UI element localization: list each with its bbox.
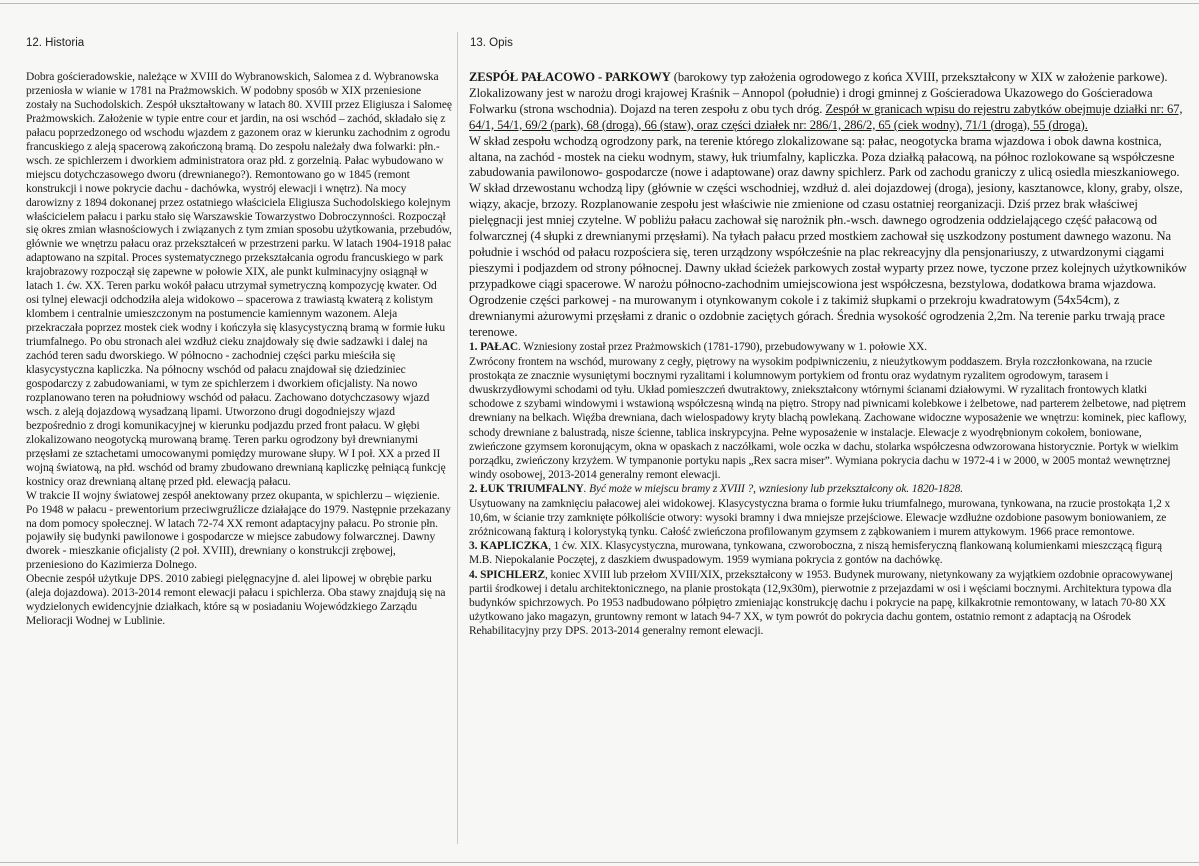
item-palace: 1. PAŁAC. Wzniesiony został przez Prażmowskich (1781-1790), przebudowywany w 1. połowie XX.: [469, 341, 928, 354]
history-paragraph-3: Obecnie zespół użytkuje DPS. 2010 zabiegi pielęgnacyjne d. alei lipowej w obrębie parku (aleja dojazdowa). 2013-2014 remont elewacji pałacu i spichlerza. Oba stawy znajdują się na wydzielonych ewidencyjnie działkach, które są w posiadaniu Wojewódzkiego Zarządu Melioracji Wodnej w Lublinie.: [26, 573, 446, 628]
intro-text: (barokowy typ założenia ogrodowego z końca XVIII, przekształcony w XIX w założenie parkowe). Zlokalizowany jest w narożu drogi krajowej Kraśnik – Annopol (południe) i drogi gminnej z Gościeradowa Ukazowego do Gościeradowa Folwarku (strona wschodnia). Dojazd na teren zespołu z obu tych dróg.: [469, 70, 1168, 116]
history-paragraph-2: W trakcie II wojny światowej zespół anektowany przez okupanta, w spichlerzu – więzienie. Po 1948 w pałacu - prewentorium przeciwgruźlicze działające do 1979. Następnie przekazany na dom pomocy społecznej. W latach 72-74 XX remont adaptacyjny pałacu. Po stronie płn. pojawiły się budynki pawilonowe i gospodarcze w miejsce zabudowy folwarcznej. Dawny dworek - mieszkanie oficjalisty (2 poł. XVIII), drewniany o konstrukcji zrębowej, przeniesiono do Kazimierza Dolnego.: [26, 489, 451, 572]
history-text: [26, 71, 452, 629]
item-chapel-name: KAPLICZKA: [480, 540, 549, 553]
description-text: [469, 70, 1187, 639]
item-granary-name: SPICHLERZ: [480, 568, 546, 581]
description-column: [464, 0, 1190, 866]
description-header: 13. Opis: [470, 37, 513, 49]
complex-title: ZESPÓŁ PAŁACOWO - PARKOWY: [469, 70, 671, 84]
history-paragraph-1: Dobra gościeradowskie, należące w XVIII do Wybranowskich, Salomea z d. Wybranowska przeniosła w wianie w 1781 na Prażmowskich. W podobny sposób w XIX przeniesione zostały na Suchodolskich. Zespół ukształtowany w latach 80. XVIII przez Eligiusza i Salomeę Prażmowskich. Założenie w typie entre cour et jardin, na osi wschód – zachód, składało się z pałacu poprzedzonego od wschodu wjazdem z gazonem oraz w kierunku zachodnim z ogrodu francuskiego z aleją spacerową zakończoną bramą. Do zespołu należały dwa folwarki: płn.-wsch. ze spichlerzem i dworkiem administratora oraz płd. z gorzelnią. Pałac wybudowano w miejscu dotychczasowego dworu (drewnianego?). Remontowano go w 1845 (remont konstrukcji i nowe pokrycie dachu - dachówka, wystrój elewacji i wnętrz). Na mocy darowizny z 1894 dokonanej przez ostatniego właściciela Eligiusza Suchodolskiego kolejnym właścicielem pałacu i parku stało się Warszawskie Towarzystwo Dobroczynności. Rozpoczął się okres zmian własnościowych i związanych z tym zmian sposobu użytkowania, przebudów, głównie we wnętrzu pałacu oraz przekształceń w przestrzeni parku. W latach 1904-1918 pałac adaptowano na szpital. Proces systematycznego przekształcania ogrodu francuskiego w park krajobrazowy rozpoczął się zapewne w połowie XIX, ale punkt kulminacyjny osiągnął w latach 1. ćw. XX. Teren parku wokół pałacu utrzymał symetryczną kompozycję kwater. Od osi tylnej elewacji odchodziła aleja widokowo – spacerowa z trawiastą kwaterą z kolistym klombem i centralnie umieszczonym na postumencie kamiennym wazonem. Aleja przekraczała poprzez mostek ciek wodny i kończyła się klasycystyczną bramą w formie łuku triumfalnego. Po obu stronach alei wzdłuż cieku znajdowały się dwie sadzawki i dalej na zachód teren sadu dworskiego. W północno - zachodniej części parku mieściła się klasycystyczna kapliczka. Na północny wschód od pałacu znajdował się dziedziniec gospodarczy z zabudowaniami, w tym ze spichlerzem i dworkiem oficjalisty. Na nowo rozplanowano teren na południowy wschód od pałacu. Zachowano dotychczasowy wjazd wsch. z aleją dojazdową wysadzaną lipami. Utworzono drugi dogodniejszy wjazd bezpośrednio z drogi komunikacyjnej w kierunku podjazdu przed front pałacu. W głębi zlokalizowano neogotycką murowaną bramę. Teren parku ogrodzony był drewnianymi przęsłami ze sztachetami umocowanymi pomiędzy murowane słupy. W I poł. XX a przed II wojną światową, na płd. wschód od bramy zbudowano drewnianą kapliczkę pełniącą funkcję kostnicy oraz drewnianą altanę przed płd. elewacją pałacu.: [26, 71, 452, 488]
history-column: [20, 0, 454, 866]
history-header: 12. Historia: [26, 37, 85, 49]
intro-paragraph: [469, 70, 1187, 134]
item-arch-name: ŁUK TRIUMFALNY: [480, 483, 584, 496]
column-divider: [457, 32, 458, 844]
item-palace-name: PAŁAC: [480, 341, 518, 354]
item-chapel: 3. KAPLICZKA, 1 ćw. XIX. Klasycystyczna, murowana, tynkowana, czworoboczna, z niszą hemisferyczną flankowaną kolumienkami mieszczącą figurą M.B. Niepokalanie Poczętej, z daszkiem dwuspadowym. 1959 wymiana pokrycia z gontów na dachówkę.: [469, 540, 1162, 567]
item-granary: 4. SPICHLERZ, koniec XVIII lub przełom XVIII/XIX, przekształcony w 1953. Budynek murowany, nietynkowany za wyjątkiem ozdobnie opracowywanej partii środkowej i detalu architektonicznego, na planie prostokąta (12,9x30m), pierwotnie z przejazdami w osi i węściami bocznymi. Architektura typowa dla budynków spichrzowych. Po 1953 nadbudowano półpiętro zmieniając konstrukcję dachu i pokrycie na papę, kilkakrotnie remontowany, w latach 70-80 XX użytkowano jako magazyn, gruntowny remont w latach 94-7 XX, w tym powrót do pokrycia dachu gontem, ostatnio remont z adaptacją na Ośrodek Rehabilitacyjny przy DPS. 2013-2014 generalny remont elewacji.: [469, 568, 1173, 638]
park-paragraph: W skład zespołu wchodzą ogrodzony park, na terenie którego zlokalizowane są: pałac, neogotycka brama wjazdowa i obok dawna kostnica, altana, na zachód - mostek na cieku wodnym, stawy, łuk triumfalny, kapliczka. Poza działką pałacową, na północ rozlokowane są współczesne zabudowania pawilonowo- gospodarcze (nowe i adaptowane) oraz dawny spichlerz. Park od zachodu graniczy z ulicą osiedla mieszkaniowego. W skład drzewostanu wchodzą lipy (głównie w części wschodniej, wzdłuż d. alei dojazdowej (droga), jesiony, kasztanowce, klony, graby, olsze, wiązy, akacje, brzozy. Rozplanowanie zespołu jest właściwie nie zmienione od czasu ostatniej reorganizacji. Dziś przez brak właściwej pielęgnacji jest mniej czytelne. W pobliżu pałacu zachował się narożnik płn.-wsch. dawnego ogrodzenia oddzielającego część pałacową od folwarcznej (4 słupki z drewnianymi przęsłami). Na tyłach pałacu przed mostkiem zachował się uszkodzony postument dawnego wazonu. Na południe i wschód od pałacu rozpościera się, teren urządzony współcześnie na plac rekreacyjny dla pensjonariuszy, z utwardzonymi ciągami pieszymi i podjazdem od strony północnej. Dawny układ ścieżek parkowych został wyparty przez nowe, tyczone przez kolejnych użytkowników przypadkowe ciągi spacerowe. W narożu północno-zachodnim umiejscowiona jest współczesna, bezstylowa, dodatkowa brama wjazdowa. Ogrodzenie części parkowej - na murowanym i otynkowanym cokole i z takimiż słupkami o przekroju kwadratowym (54x54cm), z drewnianymi ażurowymi przęsłami z dranic o ozdobnie zaciętych górach. Średnia wysokość ogrodzenia 2,2m. Na terenie parku trwają prace terenowe.: [469, 133, 1187, 339]
item-arch-body: Usytuowany na zamknięciu pałacowej alei widokowej. Klasycystyczna brama o formie łuku triumfalnego, murowana, tynkowana, na rzucie prostokąta 1,2 x 10,6m, w ścianie trzy zamknięte półkoliście otwory: wysoki bramny i dwa mniejsze przejściowe. Elewacje wzdłużne ozdobione pasowym boniowaniem, ze zróżnicowaną fakturą i kolorystyką tynku. Całość zwieńczona profilowanym gzymsem z ząbkowaniem i murem attykowym. 1966 prace remontowe.: [469, 497, 1171, 539]
item-arch: 2. ŁUK TRIUMFALNY. Być może w miejscu bramy z XVIII ?, wzniesiony lub przekształcony ok. 1820-1828.: [469, 483, 963, 496]
register-scope: Zespół w granicach wpisu do rejestru zabytków obejmuje działki nr: 67, 64/1, 54/1, 69/2 (park), 68 (droga), 66 (staw), oraz części działek nr: 286/1, 286/2, 65 (ciek wodny), 71/1 (droga), 55 (droga).: [469, 101, 1183, 132]
item-palace-body: Zwrócony frontem na wschód, murowany z cegły, piętrowy na wysokim podpiwniczeniu, z nieużytkowym poddaszem. Bryła rozczłonkowana, na rzucie prostokąta ze znacznie wysuniętymi bocznymi ryzalitami i kolumnowym portykiem od frontu oraz wydatnym ryzalitem ogrodowym, tarasem i dwuskrzydłowymi schodami od tyłu. Układ pomieszczeń dwutraktowy, zniekształcony wtórnymi ścianami działowymi. W ryzalitach frontowych klatki schodowe z szybami windowymi i wstawioną współczesną windą na piętro. Stropy nad piwnicami kolebkowe i żelbetowe, nad parterem żelbetowe, nad piętrem drewniany na belkach. Więźba drewniana, dach wielospadowy kryty blachą powlekaną. Zachowane widoczne wyposażenie we wnętrzu: kominek, piec kaflowy, schody drewniane z balustradą, nisze ścienne, tablica inskrypcyjna. Pełne wyposażenie w instalacje. Elewacje z wyodrębnionym cokołem, boniowane, zwieńczone gzymsem koronującym, okna w opaskach z naczółkami, wole oczka w dachu, stolarka współczesna odwzorowana historycznie. Portyk w wielkim porządku, zwieńczony krzyżem. W tympanonie portyku napis „Rex sacra miser”. Wymiana pokrycia dachu w 1972-4 i w 2000, w 2005 montaż wewnętrznej windy osobowej, 2013-2014 generalny remont elewacji.: [469, 355, 1187, 482]
